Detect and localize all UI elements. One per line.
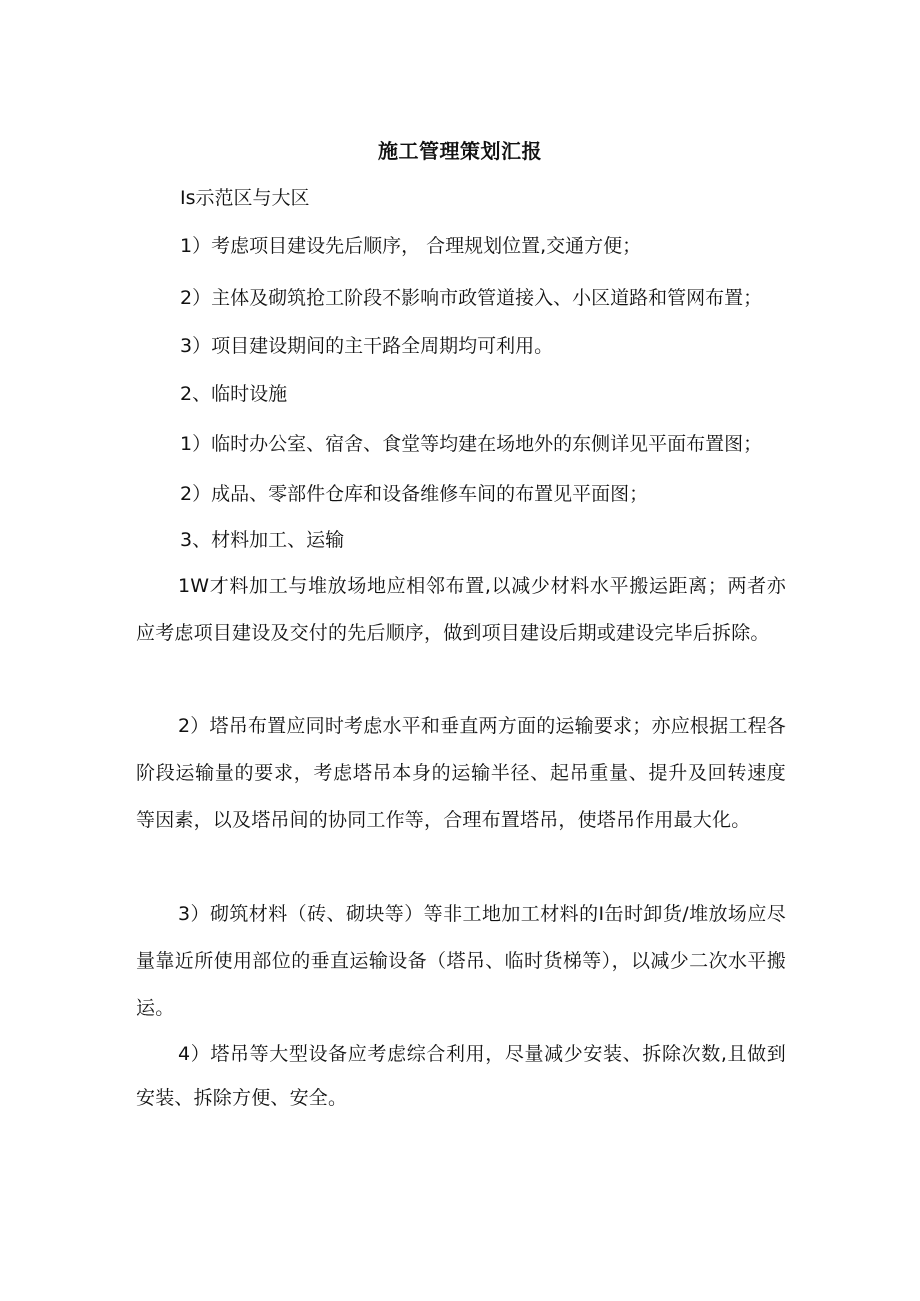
list-item-main-road: 3）项目建设期间的主干路全周期均可利用。	[180, 335, 554, 357]
section-heading-temporary-facilities: 2、临时设施	[180, 383, 288, 405]
list-item-construction-phase: 2）主体及砌筑抢工阶段不影响市政管道接入、小区道路和管网布置；	[180, 287, 763, 309]
list-item-temporary-offices: 1）临时办公室、宿舍、食堂等均建在场地外的东侧详见平面布置图；	[180, 433, 763, 455]
document-title: 施工管理策划汇报	[378, 139, 542, 163]
list-item-sequence: 1）考虑项目建设先后顺序， 合理规划位置,交通方便；	[180, 235, 642, 257]
section-heading-material-processing: 3、材料加工、运输	[180, 529, 345, 551]
paragraph-large-equipment: 4）塔吊等大型设备应考虑综合利用，尽量减少安装、拆除次数,且做到安装、拆除方便、安全。	[136, 1043, 786, 1109]
paragraph-masonry-materials: 3）砌筑材料（砖、砌块等）等非工地加工材料的I缶时卸货/堆放场应尽量靠近所使用部位的垂直运输设备（塔吊、临时货梯等），以减少二次水平搬运。	[136, 903, 786, 1019]
section-heading-demo-area: Is示范区与大区	[180, 187, 310, 209]
paragraph-material-storage: 1W才料加工与堆放场地应相邻布置,以减少材料水平搬运距离；两者亦应考虑项目建设及交付的先后顺序，做到项目建设后期或建设完毕后拆除。	[136, 575, 786, 644]
paragraph-tower-crane-layout: 2）塔吊布置应同时考虑水平和垂直两方面的运输要求；亦应根据工程各阶段运输量的要求，考虑塔吊本身的运输半径、起吊重量、提升及回转速度等因素，以及塔吊间的协同工作等，合理布置塔吊，使塔吊作用最大化。	[136, 715, 786, 831]
list-item-warehouse: 2）成品、零部件仓库和设备维修车间的布置见平面图；	[180, 483, 649, 505]
